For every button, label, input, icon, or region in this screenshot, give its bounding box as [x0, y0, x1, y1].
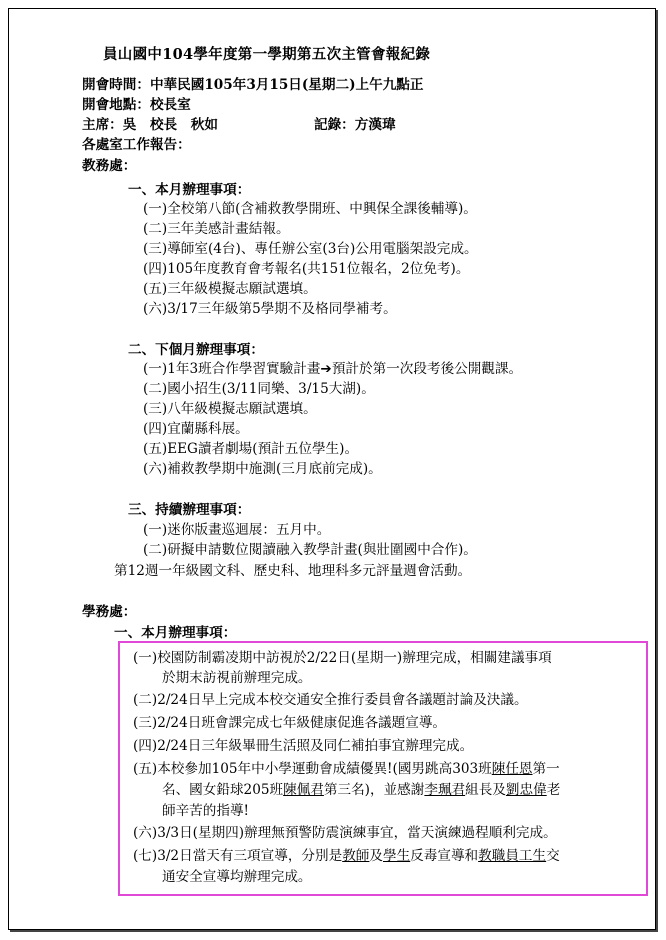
- audience-teachers: 教師: [342, 848, 370, 864]
- reports-label: 各處室工作報告：: [82, 137, 191, 153]
- meeting-time: [82, 75, 424, 95]
- meeting-time-value: 中華民國105年3月15日(星期二)上午九點正: [149, 77, 424, 93]
- student-affairs-item: (六)3/3日(星期四)辦理無預警防震演練事宜，當天演練過程順利完成。: [133, 825, 557, 841]
- student-affairs-item: [133, 846, 560, 866]
- audience-staff-students: 教職員工生: [478, 848, 547, 864]
- audience-students: 學生: [382, 848, 411, 864]
- academic-next-month-item: (一)1年3班合作學習實驗計畫➔預計於第一次段考後公開觀課。: [143, 361, 523, 377]
- document-title: 員山國中104學年度第一學期第五次主管會報紀錄: [103, 46, 431, 63]
- student-affairs-item-continued: [162, 780, 560, 800]
- staff-name: 李珮君: [424, 782, 466, 798]
- item5-text: 老: [546, 782, 561, 798]
- item7-text: 反毒宣導和: [410, 848, 479, 864]
- academic-this-month-item: (二)三年美感計畫結報。: [143, 221, 290, 237]
- chair-value: 吳 校長 秋如: [122, 117, 218, 133]
- student-name: 陳佩君: [283, 782, 324, 798]
- recorder-label: 記錄：: [314, 117, 355, 133]
- chair-label: 主席：: [82, 117, 123, 133]
- meeting-place-value: 校長室: [149, 97, 191, 113]
- academic-next-month-heading: 二、下個月辦理事項：: [128, 342, 264, 358]
- item5-text: 名、國女鉛球205班: [162, 782, 284, 798]
- item7-text: 交: [546, 848, 560, 864]
- academic-next-month-item: (五)EEG讀者劇場(預計五位學生)。: [143, 441, 359, 457]
- student-affairs-item-continued: 師辛苦的指導!: [162, 803, 250, 819]
- academic-this-month-item: (五)三年級模擬志願試選填。: [143, 281, 317, 297]
- academic-next-month-item: (二)國小招生(3/11同樂、3/15大湖)。: [143, 381, 375, 397]
- meeting-place: [82, 95, 191, 115]
- academic-this-month-item: (一)全校第八節(含補救教學開班、中興保全課後輔導)。: [143, 201, 477, 217]
- item7-text: 及: [369, 848, 383, 864]
- student-affairs-item: (四)2/24日三年級畢冊生活照及同仁補拍事宜辦理完成。: [133, 738, 474, 754]
- academic-ongoing-item: (二)研擬申請數位閱讀融入教學計畫(與壯圍國中合作)。: [143, 542, 477, 558]
- student-affairs-item: (三)2/24日班會課完成七年級健康促進各議題宣導。: [133, 715, 447, 731]
- meeting-time-label: 開會時間：: [82, 77, 150, 93]
- week12-activity: 第12週一年級國文科、歷史科、地理科多元評量週會活動。: [114, 563, 472, 579]
- student-affairs-item: [133, 759, 560, 779]
- academic-ongoing-item: (一)迷你版畫巡迴展：五月中。: [143, 522, 331, 538]
- academic-next-month-item: (六)補救教學期中施測(三月底前完成)。: [143, 461, 382, 477]
- staff-name: 劉忠偉: [505, 782, 547, 798]
- academic-next-month-item: (四)宜蘭縣科展。: [143, 421, 249, 437]
- item7-text: (七)3/2日當天有三項宣導，分別是: [133, 848, 343, 864]
- academic-this-month-item: (六)3/17三年級第5學期不及格同學補考。: [143, 301, 397, 317]
- student-affairs-item: (二)2/24日早上完成本校交通安全推行委員會各議題討論及決議。: [133, 692, 528, 708]
- item5-text: 組長及: [465, 782, 506, 798]
- student-affairs-office-heading: 學務處：: [82, 604, 137, 620]
- student-affairs-item: (一)校園防制霸凌期中訪視於2/22日(星期一)辦理完成，相關建議事項: [133, 650, 552, 666]
- item5-text: (五)本校參加105年中小學運動會成績優異!(國男跳高303班: [133, 761, 492, 777]
- student-affairs-item-continued: 通安全宣導均辦理完成。: [162, 869, 312, 885]
- meeting-place-label: 開會地點：: [82, 97, 150, 113]
- meeting-recorder: [314, 115, 396, 135]
- item5-text: 第一: [532, 761, 560, 777]
- academic-office-heading: 教務處：: [82, 158, 137, 174]
- academic-next-month-item: (三)八年級模擬志願試選填。: [143, 401, 317, 417]
- student-affairs-this-month-heading: 一、本月辦理事項：: [114, 625, 237, 641]
- item5-text: 第三名)，並感謝: [323, 782, 425, 798]
- academic-ongoing-heading: 三、持續辦理事項：: [128, 502, 251, 518]
- recorder-value: 方漢瑋: [354, 117, 396, 133]
- student-name: 陳任恩: [491, 761, 533, 777]
- academic-this-month-item: (四)105年度教育會考報名(共151位報名，2位免考)。: [143, 261, 470, 277]
- student-affairs-item-continued: 於期末訪視前辦理完成。: [162, 670, 312, 686]
- academic-this-month-heading: 一、本月辦理事項：: [128, 182, 251, 198]
- academic-this-month-item: (三)導師室(4台)、專任辦公室(3台)公用電腦架設完成。: [143, 241, 478, 257]
- meeting-chair: [82, 115, 218, 135]
